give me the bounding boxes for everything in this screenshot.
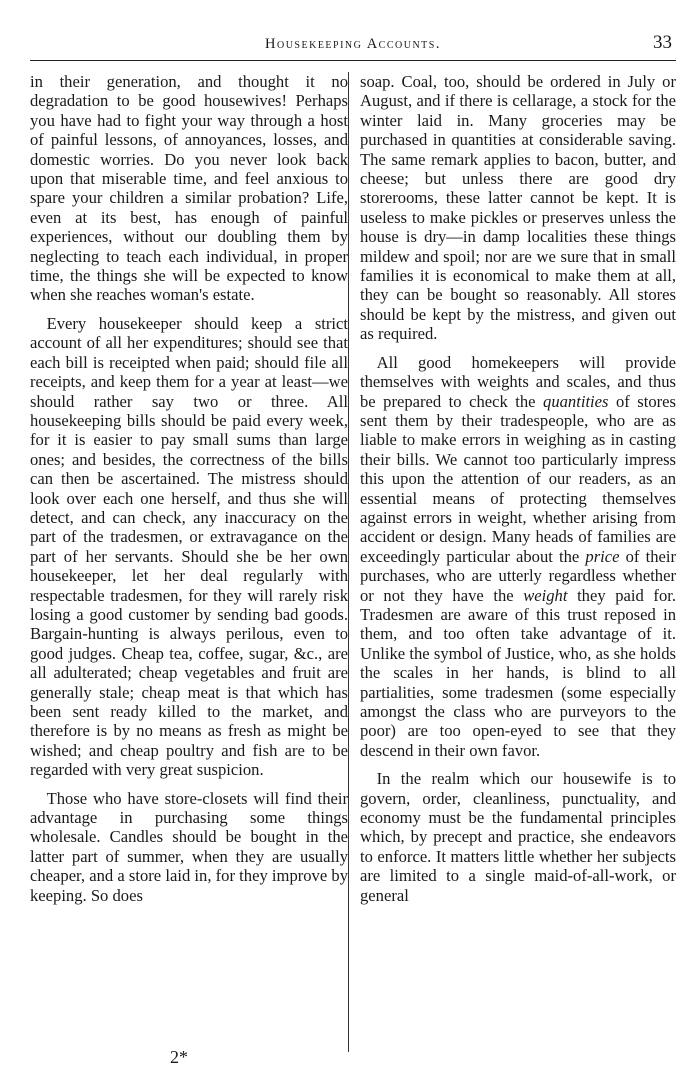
left-column [30,72,348,905]
paragraph: Every housekeeper should keep a strict account of all her expenditures; should see that each bill is receipted when paid; should file all receipts, and keep them for a year at least—we should rather say two or three. All housekeeping bills should be paid every week, for it is easier to pay small sums than large ones; and besides, the correctness of the bills can then be ascertained. The mistress should look over each one herself, and thus she will detect, and can check, any inaccuracy on the part of the tradesmen, or extravagance on the part of her servants. Should she be her own housekeeper, let her deal regularly with respectable tradesmen, for they will rarely risk losing a good customer by sending bad goods. Bargain-hunting is always perilous, even to good judges. Cheap tea, coffee, sugar, &c., are all adulterated; cheap vegetables and fruit are generally stale; cheap meat is that which has been sent ready killed to the market, and therefore is by no means as fresh as might be wished; and cheap poultry and fish are to be regarded with very great suspicion. [30,313,348,780]
column-rule [348,72,349,1052]
signature-mark: 2* [170,1047,188,1067]
text-run: All good homekeepers will provide themselves with weights and scales, and thus be prepared to check the [360,352,676,411]
italic-term: quantities [543,391,609,411]
italic-term: price [585,546,620,566]
right-column [360,72,676,905]
paragraph [360,353,676,761]
running-title: Housekeeping Accounts. [265,36,441,52]
italic-term: weight [523,585,568,605]
paragraph: Those who have store-closets will find their advantage in purchasing some things wholesale. Candles should be bought in the latter part of summer, when they are usually cheaper, and a store laid in, for they improve by keeping. So does [30,788,348,905]
paragraph: in their generation, and thought it no degradation to be good housewives! Perhaps you have had to fight your way through a host of painful lessons, of annoyances, losses, and domestic worries. Do you never look back upon that miserable time, and feel anxious to spare your children a similar probation? Life, even at its best, has enough of painful experiences, without our doubling them by neglecting to teach each individual, in proper time, the things she will be expected to know when she reaches woman's estate. [30,72,348,305]
running-header [30,30,676,61]
page-number: 33 [653,32,672,53]
paragraph: In the realm which our housewife is to govern, order, cleanliness, punctuality, and economy must be the fundamental principles which, by precept and practice, she endeavors to enforce. It matters little whether her subjects are limited to a single maid-of-all-work, or general [360,769,676,905]
paragraph: soap. Coal, too, should be ordered in July or August, and if there is cellarage, a stock for the winter laid in. Many groceries may be purchased in quantities at considerable saving. The same remark applies to bacon, butter, and cheese; but unless there are good dry storerooms, these latter cannot be kept. It is useless to make pickles or preserves unless the house is dry—in damp localities these things mildew and spoil; nor are we sure that in small families it is economical to make them at all, they can be bought so reasonably. All stores should be kept by the mistress, and given out as required. [360,72,676,344]
text-run: they paid for. Tradesmen are aware of this trust reposed in them, and too often take advantage of it. Unlike the symbol of Justice, who, as she holds the scales in her hands, is blind to all partialities, some tradesmen (some especially amongst the class who are purveyors to the poor) are too open-eyed to see that they descend in their own favor. [360,585,676,760]
text-run: of stores sent them by their tradespeople, who are as liable to make errors in weighing as in casting their bills. We cannot too particularly impress this upon the attention of our readers, as an essential means of protecting themselves against errors in weight, whether arising from accident or design. Many heads of families are exceedingly particular about the [360,391,677,566]
text-run: of their purchases, who are utterly regardless whether or not they have the [360,546,676,605]
